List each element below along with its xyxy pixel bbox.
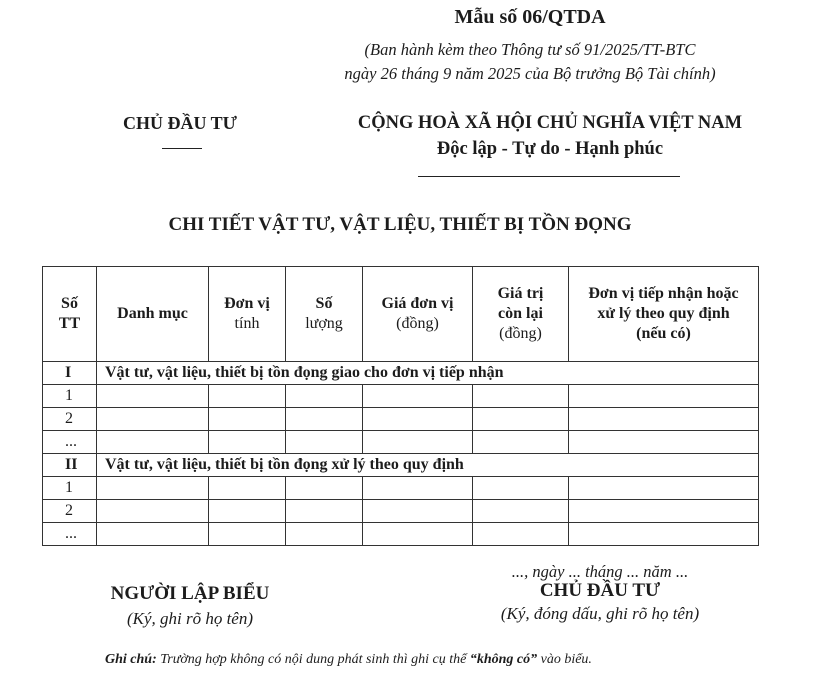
header-quantity: Số lượng [286,267,363,362]
national-motto: Độc lập - Tự do - Hạnh phúc [436,139,664,159]
inventory-table [42,266,759,546]
row-number: ... [43,523,97,546]
header-category: Danh mục [97,267,209,362]
investor-heading: CHỦ ĐẦU TƯ [122,113,237,133]
section-row-2 [43,454,759,477]
national-title: CỘNG HOÀ XÃ HỘI CHỦ NGHĨA VIỆT NAM [357,113,743,133]
footnote [105,652,805,668]
table-row [43,385,759,408]
table-row [43,477,759,500]
investor-signature-title: CHỦ ĐẦU TƯ [539,580,661,601]
row-number: 2 [43,408,97,431]
section-number: II [43,454,97,477]
footnote-text: Trường hợp không có nội dung phát sinh thì ghi cụ thể [156,652,470,667]
preparer-title: NGƯỜI LẬP BIỂU [110,583,270,604]
table-row [43,500,759,523]
table-row [43,523,759,546]
issuance-note-line-1: (Ban hành kèm theo Thông tư số 91/2025/TT-BTC [364,40,696,59]
investor-underline [162,148,202,149]
form-number: Mẫu số 06/QTDA [454,6,606,28]
table-row [43,408,759,431]
header-unit-price: Giá đơn vị (đồng) [363,267,473,362]
header-stt: Số TT [43,267,97,362]
footnote-label: Ghi chú: [105,652,157,667]
header-receiver: Đơn vị tiếp nhận hoặc xử lý theo quy định (nếu có) [569,267,759,362]
header-residual-value: Giá trị còn lại (đồng) [473,267,569,362]
table-row [43,431,759,454]
row-number: ... [43,431,97,454]
section-number: I [43,362,97,385]
row-number: 1 [43,385,97,408]
issuance-note-line-2: ngày 26 tháng 9 năm 2025 của Bộ trưởng Bộ Tài chính) [344,64,716,83]
footnote-emphasis: “không có” [469,652,538,667]
preparer-signature-hint: (Ký, ghi rõ họ tên) [126,609,254,628]
footnote-tail: vào biểu. [537,652,592,667]
section-title: Vật tư, vật liệu, thiết bị tồn đọng xử lý theo quy định [97,454,759,477]
date-line: ..., ngày ... tháng ... năm ... [511,562,689,581]
section-row-1 [43,362,759,385]
investor-signature-hint: (Ký, đóng dấu, ghi rõ họ tên) [500,604,700,623]
document-title: CHI TIẾT VẬT TƯ, VẬT LIỆU, THIẾT BỊ TỒN ĐỌNG [168,214,632,235]
table-header-row [43,267,759,362]
section-title: Vật tư, vật liệu, thiết bị tồn đọng giao cho đơn vị tiếp nhận [97,362,759,385]
header-unit: Đơn vị tính [209,267,286,362]
row-number: 2 [43,500,97,523]
row-number: 1 [43,477,97,500]
motto-underline [418,176,680,177]
